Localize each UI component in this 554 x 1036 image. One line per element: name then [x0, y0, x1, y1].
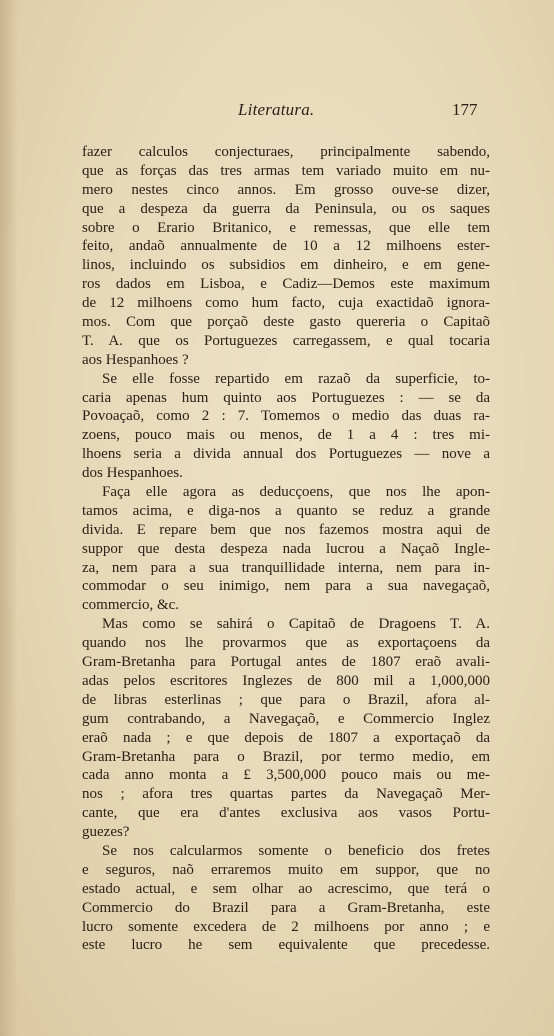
text-line: estado actual, e sem olhar ao acrescimo, que terá o	[82, 880, 490, 897]
paragraph-first-line: Faça elle agora as deducçoens, que nos lhe apon-	[102, 484, 490, 501]
text-line: T. A. que os Portuguezes carregassem, e qual tocaria	[82, 332, 490, 349]
binding-shadow	[0, 0, 18, 1036]
text-line: feito, andaõ annualmente de 10 a 12 milhoens ester-	[82, 238, 490, 255]
text-line: nos ; afora tres quartas partes da Navegaçaõ Mer-	[82, 786, 490, 803]
running-head: Literatura.	[238, 100, 315, 119]
text-line: ros dados em Lisboa, e Cadiz—Demos este maximum	[82, 276, 490, 293]
text-line: Gram-Bretanha para Portugal antes de 1807 eraõ avali-	[82, 654, 490, 671]
text-line: zoens, pouco mais ou menos, de 1 a 4 : tres mi-	[82, 427, 490, 444]
body-text	[82, 143, 490, 955]
text-line: dos Hespanhoes.	[82, 465, 183, 482]
page-number: 177	[452, 100, 478, 119]
text-line: divida. E repare bem que nos fazemos mostra aqui de	[82, 521, 490, 538]
paragraph-first-line: Se elle fosse repartido em razaõ da superficie, to-	[102, 370, 490, 387]
text-line: lucro somente excedera de 2 milhoens por anno ; e	[82, 918, 490, 935]
text-line: Povoaçaõ, como 2 : 7. Tomemos o medio das duas ra-	[82, 408, 490, 425]
text-line: guezes?	[82, 824, 130, 841]
text-line: de libras esterlinas ; que para o Brazil, afora al-	[82, 691, 490, 708]
text-line: este lucro he sem equivalente que precedesse.	[82, 937, 490, 954]
text-line: Gram-Bretanha para o Brazil, por termo medio, em	[82, 748, 490, 765]
text-line: caria apenas hum quinto aos Portuguezes : — se da	[82, 389, 490, 406]
text-line: fazer calculos conjecturaes, principalmente sabendo,	[82, 144, 490, 160]
text-line: Commercio do Brazil para a Gram-Bretanha, este	[82, 899, 490, 916]
text-line: e seguros, naõ erraremos muito em suppor, que no	[82, 861, 490, 878]
text-line: eraõ nada ; e que depois de 1807 a exportaçaõ da	[82, 729, 490, 746]
text-line: sobre o Erario Britanico, e remessas, que elle tem	[82, 219, 490, 236]
paragraph-first-line: Mas como se sahirá o Capitaõ de Dragoens T. A.	[102, 616, 490, 633]
text-line: suppor que desta despeza nada lucrou a Naçaõ Ingle-	[82, 540, 490, 557]
text-line: commercio, &c.	[82, 597, 180, 614]
text-line: linos, incluindo os subsidios em dinheiro, e em gene-	[82, 257, 490, 274]
text-line: quando nos lhe provarmos que as exportaçoens da	[82, 635, 490, 652]
text-line: tamos acima, e diga-nos a quanto se reduz a grande	[82, 502, 490, 519]
text-line: aos Hespanhoes ?	[82, 351, 189, 368]
text-line: mero nestes cinco annos. Em grosso ouve-se dizer,	[82, 181, 490, 198]
text-line: que a despeza da guerra da Peninsula, ou os saques	[82, 200, 490, 217]
text-line: cante, que era d'antes exclusiva aos vasos Portu-	[82, 805, 490, 822]
text-line: adas pelos escritores Inglezes de 800 mil a 1,000,000	[82, 672, 490, 689]
paragraph-first-line: Se nos calcularmos somente o beneficio dos fretes	[102, 842, 490, 859]
text-line: gum contrabando, a Navegaçaõ, e Commercio Inglez	[82, 710, 490, 727]
text-line: za, nem para a sua tranquillidade interna, nem para in-	[82, 559, 490, 576]
text-line: lhoens seria a divida annual dos Portuguezes — nove a	[82, 446, 490, 463]
text-line: mos. Com que porçaõ deste gasto quereria o Capitaõ	[82, 314, 490, 331]
text-line: que as forças das tres armas tem variado muito em nu-	[82, 162, 490, 179]
text-line: cada anno monta a £ 3,500,000 pouco mais ou me-	[82, 767, 490, 784]
text-line: commodar o seu inimigo, nem para a sua navegaçaõ,	[82, 578, 490, 595]
text-line: de 12 milhoens como hum facto, cuja exactidaõ ignora-	[82, 295, 490, 312]
